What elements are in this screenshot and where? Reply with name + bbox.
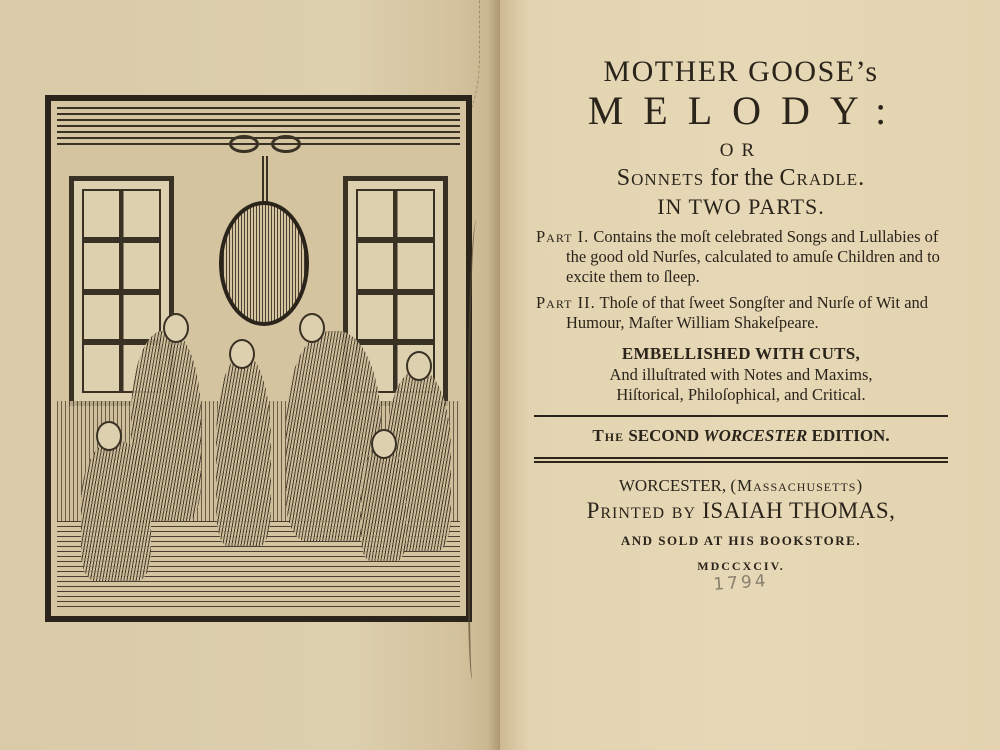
figure-child-right (361, 446, 406, 561)
double-divider-rule (534, 457, 948, 463)
woodcut-illustration (45, 95, 472, 622)
mirror-hanger (262, 156, 268, 206)
place-line: WORCESTER, (Massachusetts) (618, 476, 864, 495)
title-page (532, 55, 950, 593)
head (299, 313, 325, 343)
head (163, 313, 189, 343)
year-roman-numeral: MDCCXCIV. (697, 559, 785, 573)
handwritten-year: 1794 (712, 571, 770, 595)
embellished-line: EMBELLISHED WITH CUTS, (621, 344, 861, 363)
part-1-description: Part I. Contains the moſt celebrated Songs and Lullabies of the good old Nurſes, calculated to amuſe Children and to excite them to ſleep. (536, 227, 940, 286)
title-line-1: MOTHER GOOSE’s (603, 55, 879, 88)
title-line-2: MELODY: (587, 88, 907, 133)
edition-line: The SECOND WORCESTER EDITION. (592, 426, 890, 445)
head (406, 351, 432, 381)
bookstore-line: AND SOLD AT HIS BOOKSTORE. (620, 533, 862, 548)
part-2-description: Part II. Thoſe of that ſweet Songſter and Nurſe of Wit and Humour, Maſter William Shakeſpeare. (536, 293, 929, 332)
page-tear (468, 220, 490, 680)
illustrated-line-1: And illuſtrated with Notes and Maxims, (609, 365, 873, 384)
head (229, 339, 255, 369)
printer-line: Printed by ISAIAH THOMAS, (586, 498, 896, 523)
illustrated-line-2: Hiſtorical, Philoſophical, and Critical. (616, 385, 866, 404)
head (96, 421, 122, 451)
ribbon-bow (229, 129, 301, 159)
head (371, 429, 397, 459)
subtitle: Sonnets for the Cradle. (616, 165, 866, 191)
parts-heading: IN TWO PARTS. (657, 194, 825, 219)
or-line: OR (719, 140, 763, 161)
figure-girl (216, 356, 271, 546)
figure-child-left (81, 441, 151, 581)
oval-mirror (219, 201, 309, 326)
divider-rule (534, 415, 948, 417)
